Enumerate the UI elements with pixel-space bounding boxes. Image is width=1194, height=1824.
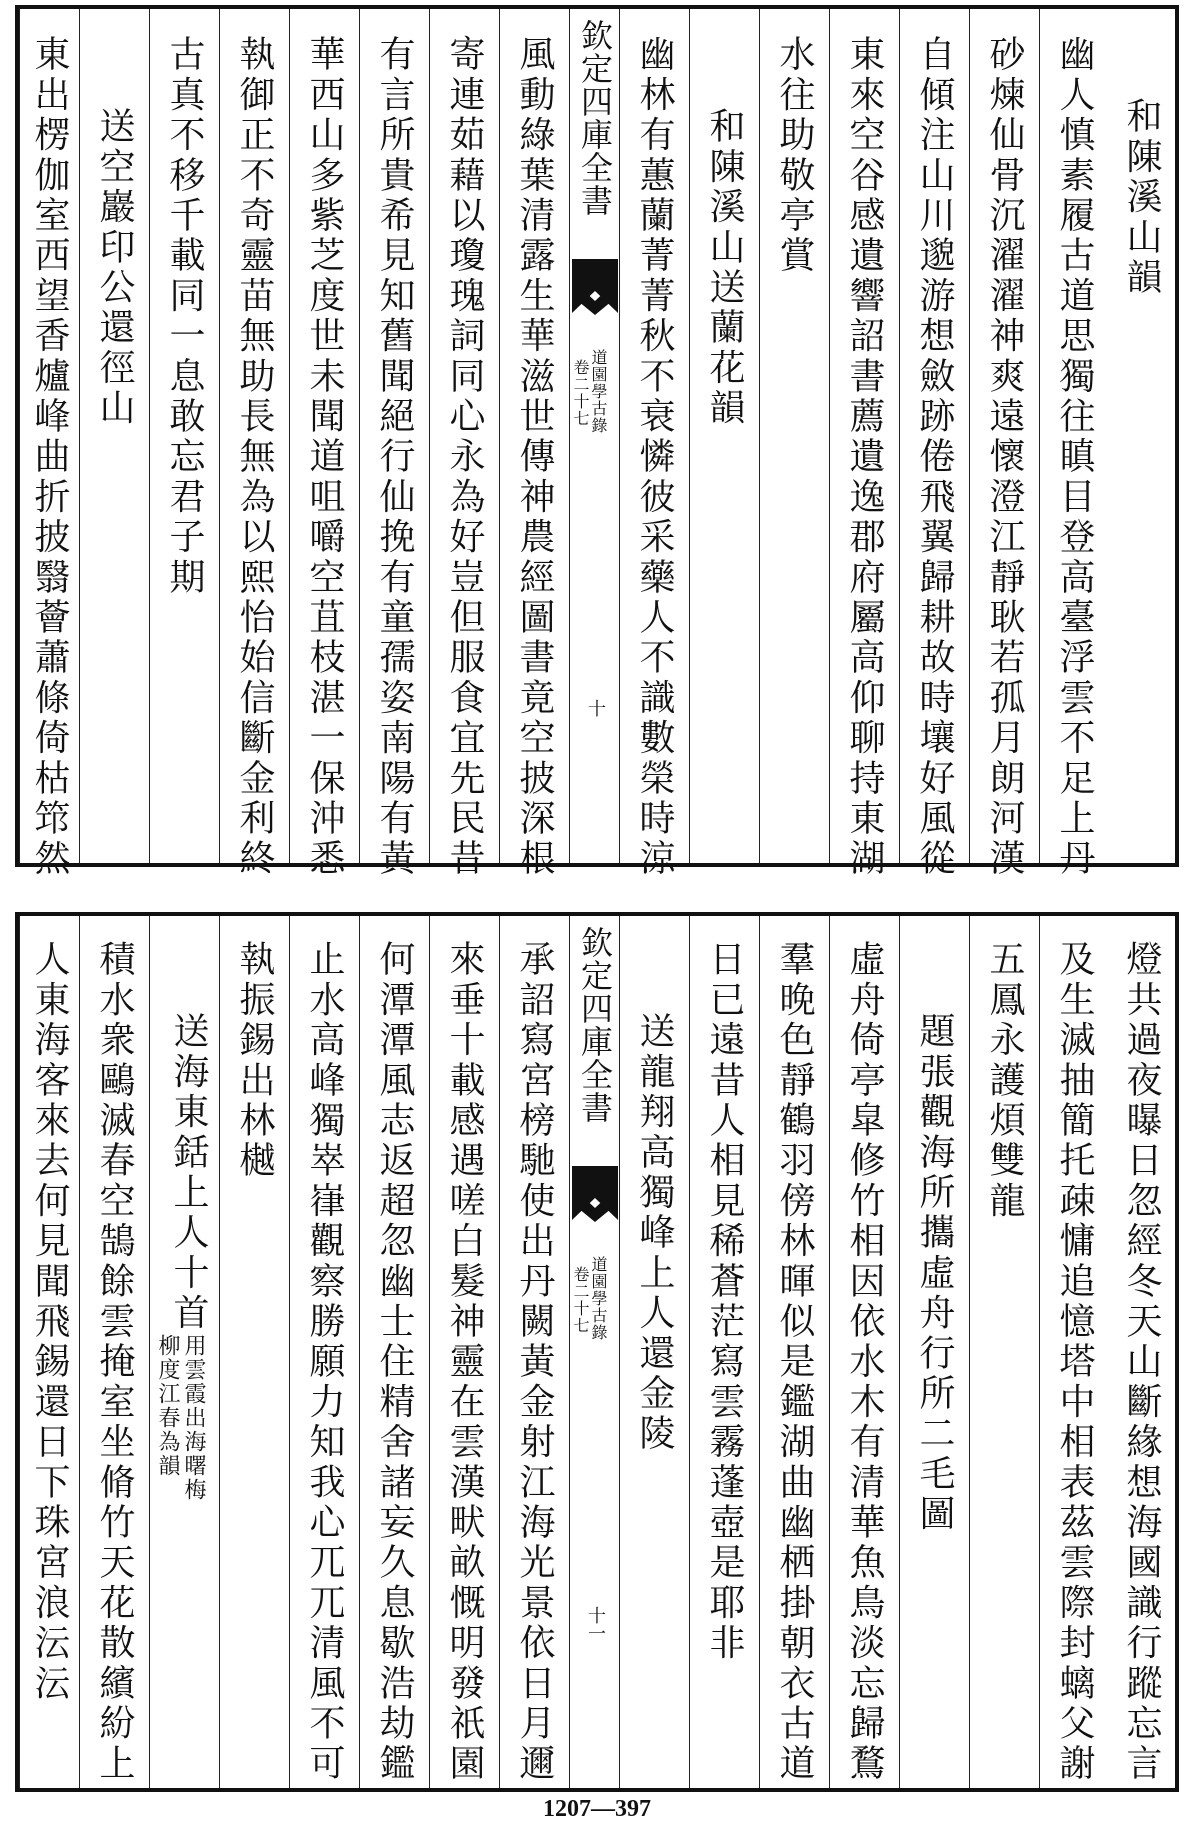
column	[689, 916, 759, 1788]
column	[149, 916, 219, 1788]
column	[499, 9, 569, 880]
fishtail-mark	[570, 257, 620, 317]
column	[829, 916, 899, 1788]
poem-line: 及生滅抽簡托疎慵追憶塔中相表茲雲際封螭父謝	[1054, 940, 1095, 1785]
poem-line: 積水衆鷗滅春空鵠餘雲掩室坐脩竹天花散繽紛上	[94, 940, 135, 1785]
note-line: 柳度江春為韻	[155, 1334, 180, 1478]
column	[1109, 9, 1175, 863]
column	[79, 9, 149, 863]
poem-line: 幽人慎素履古道思獨往瞋目登高臺浮雲不足上丹	[1054, 35, 1095, 880]
poem-line: 五鳳永護煩雙龍	[984, 940, 1025, 1222]
banner-volume: 卷二十七	[571, 1266, 590, 1334]
poem-line: 燈共過夜曝日忽經冬天山斷緣想海國識行蹤忘言	[1121, 940, 1162, 1785]
poem-line: 有言所貴希見知舊聞絕行仙挽有童孺姿南陽有黃	[374, 35, 415, 880]
column	[289, 916, 359, 1788]
poem-line: 寄連茹藉以瓊瑰詞同心永為好豈但服食宜先民昔	[444, 35, 485, 880]
column	[969, 9, 1039, 880]
column	[79, 916, 149, 1788]
fishtail-mark	[570, 1164, 620, 1224]
column	[759, 9, 829, 863]
poem-title: 送空巖印公還徑山	[94, 107, 135, 429]
column	[619, 916, 689, 1788]
poem-title: 送海東銛上人十首	[168, 1012, 209, 1334]
page-number: 1207—397	[543, 1796, 651, 1822]
poem-line: 來垂十載感遇嗟白髮神靈在雲漢畎畝慨明發祇園	[444, 940, 485, 1785]
banner-volume: 卷二十七	[571, 359, 590, 427]
column	[359, 916, 429, 1788]
poem-line: 風動綠葉清露生華滋世傳神農經圖書竟空披深根	[514, 35, 555, 880]
note-line: 用雲霞出海曙梅	[181, 1334, 206, 1502]
banner-title: 欽定四庫全書	[576, 926, 614, 1124]
column	[829, 9, 899, 880]
poem-line: 虛舟倚亭皐修竹相因依水木有清華魚鳥淡忘歸鶩	[844, 940, 885, 1785]
poem-line: 執御正不奇靈苗無助長無為以熙怡始信斷金利終	[234, 35, 275, 880]
poem-line: 止水高峰獨崒嵂觀察勝願力知我心兀兀清風不可	[304, 940, 345, 1785]
column	[429, 916, 499, 1788]
column	[1039, 916, 1109, 1788]
poem-line: 華西山多紫芝度世未聞道咀嚼空苴枝湛一保沖悉	[304, 35, 345, 880]
column	[689, 9, 759, 863]
banner-page-number: 十	[585, 699, 606, 717]
column	[969, 916, 1039, 1788]
poem-title: 和陳溪山韻	[1121, 97, 1162, 298]
column	[899, 9, 969, 880]
poem-title: 題張觀海所攜虛舟行所二毛圖	[914, 1012, 955, 1535]
column	[19, 916, 79, 1788]
column	[499, 916, 569, 1788]
column	[219, 9, 289, 880]
poem-line: 執振錫出林樾	[234, 940, 275, 1182]
poem-line: 羣晚色靜鶴羽傍林暉似是鑑湖曲幽栖掛朝衣古道	[774, 940, 815, 1785]
poem-line: 砂煉仙骨沉濯濯神爽遠懷澄江靜耿若孤月朗河漢	[984, 35, 1025, 880]
column	[19, 9, 79, 880]
poem-line: 日已遠昔人相見稀蒼茫寫雲霧蓬壺是耶非	[704, 940, 745, 1664]
banner-subtitle: 道園學古錄	[589, 349, 608, 434]
top-page	[15, 5, 1179, 880]
column	[289, 9, 359, 880]
column	[149, 9, 219, 863]
column	[619, 9, 689, 880]
poem-line: 水往助敬亭賞	[774, 35, 815, 277]
column	[1039, 9, 1109, 880]
poem-line: 古真不移千載同一息敢忘君子期	[164, 35, 205, 598]
center-banner	[569, 9, 619, 863]
column	[359, 9, 429, 880]
column	[429, 9, 499, 880]
column	[759, 916, 829, 1788]
column	[219, 916, 289, 1788]
poem-title: 和陳溪山送蘭花韻	[704, 107, 745, 429]
column	[899, 916, 969, 1788]
poem-line: 東出楞伽室西望香爐峰曲折披翳薈蕭條倚枯筇然	[29, 35, 70, 880]
poem-title: 送龍翔高獨峰上人還金陵	[634, 1012, 675, 1455]
bottom-page	[15, 912, 1179, 1792]
poem-line: 東來空谷感遺響詔書薦遺逸郡府屬高仰聊持東湖	[844, 35, 885, 880]
poem-line: 幽林有蕙蘭菁菁秋不衰憐彼采藥人不識數榮時涼	[634, 35, 675, 880]
column	[1109, 916, 1175, 1788]
poem-line: 承詔寫宮榜馳使出丹闕黃金射江海光景依日月邇	[514, 940, 555, 1785]
banner-title: 欽定四庫全書	[576, 19, 614, 217]
banner-subtitle: 道園學古錄	[589, 1256, 608, 1341]
poem-line: 人東海客來去何見聞飛錫還日下珠宮浪沄沄	[29, 940, 70, 1704]
poem-line: 自傾注山川邈游想斂跡倦飛翼歸耕故時壤好風從	[914, 35, 955, 880]
banner-page-number: 十一	[585, 1606, 606, 1642]
center-banner	[569, 916, 619, 1788]
poem-line: 何潭潭風志返超忽幽士住精舍諸妄久息歇浩劫鑑	[374, 940, 415, 1785]
